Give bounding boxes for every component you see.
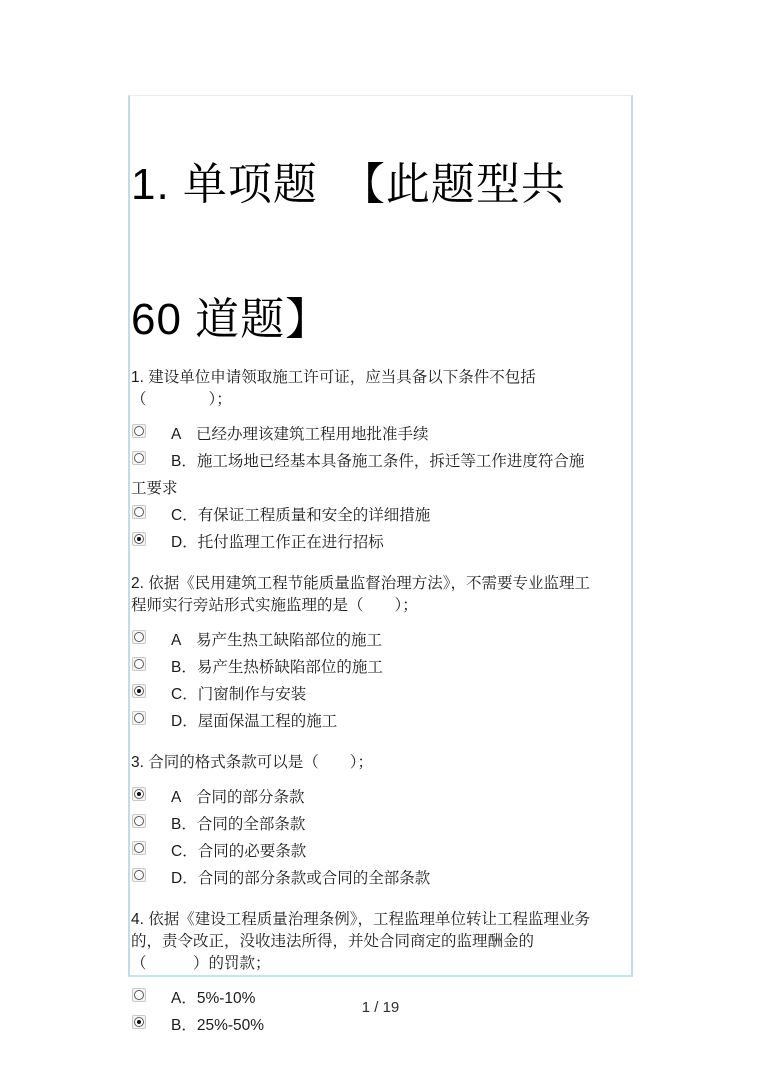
option-row: [131, 529, 594, 556]
option-row: [131, 708, 594, 735]
radio-q3-a[interactable]: [132, 787, 146, 801]
section-title-line2: 60 道题】: [131, 295, 331, 345]
question-1-text: 1. 建设单位申请领取施工许可证，应当具备以下条件不包括（ ）；: [131, 369, 536, 409]
question-4-text: 4. 依据《建设工程质量治理条例》，工程监理单位转让工程监理业务的，责令改正，没收违法所得，并处合同商定的监理酬金的（ ）的罚款；: [131, 911, 590, 973]
radio-q1-c[interactable]: [132, 505, 146, 519]
radio-q3-d[interactable]: [132, 868, 146, 882]
option-row: [131, 448, 594, 502]
option-row: [131, 654, 594, 681]
radio-q3-b[interactable]: [132, 814, 146, 828]
question-3: [131, 752, 594, 892]
radio-q2-a[interactable]: [132, 630, 146, 644]
option-row: [131, 784, 594, 811]
question-4: [131, 909, 594, 1039]
option-label-q2-c[interactable]: C．门窗制作与安装: [171, 686, 307, 704]
page-indicator: 1 / 19: [361, 999, 400, 1016]
option-label-q1-d[interactable]: D．托付监理工作正在进行招标: [171, 534, 384, 552]
option-label-q1-a[interactable]: A 已经办理该建筑工程用地批准手续: [171, 426, 429, 444]
question-1: [131, 367, 594, 556]
question-3-text: 3. 合同的格式条款可以是（ ）；: [131, 754, 373, 772]
option-row: [131, 838, 594, 865]
option-row: [131, 811, 594, 838]
option-row: [131, 865, 594, 892]
option-label-q3-a[interactable]: A 合同的部分条款: [171, 789, 305, 807]
radio-q4-b[interactable]: [132, 1015, 146, 1029]
option-row: [131, 681, 594, 708]
option-row: [131, 502, 594, 529]
option-label-q4-a[interactable]: A．5%-10%: [171, 990, 256, 1008]
question-2-options: [131, 627, 594, 735]
option-label-q4-b[interactable]: B．25%-50%: [171, 1017, 265, 1035]
question-2-text: 2. 依据《民用建筑工程节能质量监督治理方法》，不需要专业监理工程师实行旁站形式实施监理的是（ ）；: [131, 575, 590, 615]
radio-q1-b[interactable]: [132, 451, 146, 465]
option-row: [131, 627, 594, 654]
option-label-q2-b[interactable]: B．易产生热桥缺陷部位的施工: [171, 659, 383, 677]
section-title-line1: 1. 单项题 【此题型共: [131, 160, 566, 209]
question-1-options: [131, 421, 594, 556]
option-label-q1-c[interactable]: C．有保证工程质量和安全的详细措施: [171, 507, 431, 525]
option-row: [131, 421, 594, 448]
option-label-q1-b[interactable]: B．施工场地已经基本具备施工条件，拆迁等工作进度符合施工要求: [131, 453, 585, 498]
question-3-options: [131, 784, 594, 892]
option-row: [131, 1012, 594, 1039]
page-content: [130, 159, 594, 1039]
radio-q2-c[interactable]: [132, 684, 146, 698]
option-label-q3-d[interactable]: D．合同的部分条款或合同的全部条款: [171, 870, 431, 888]
radio-q2-d[interactable]: [132, 711, 146, 725]
radio-q1-a[interactable]: [132, 424, 146, 438]
radio-q3-c[interactable]: [132, 841, 146, 855]
option-label-q3-b[interactable]: B．合同的全部条款: [171, 816, 306, 834]
option-label-q2-a[interactable]: A 易产生热工缺陷部位的施工: [171, 632, 382, 650]
option-label-q2-d[interactable]: D．屋面保温工程的施工: [171, 713, 338, 731]
question-2: [131, 573, 594, 735]
radio-q2-b[interactable]: [132, 657, 146, 671]
option-label-q3-c[interactable]: C．合同的必要条款: [171, 843, 307, 861]
radio-q1-d[interactable]: [132, 532, 146, 546]
